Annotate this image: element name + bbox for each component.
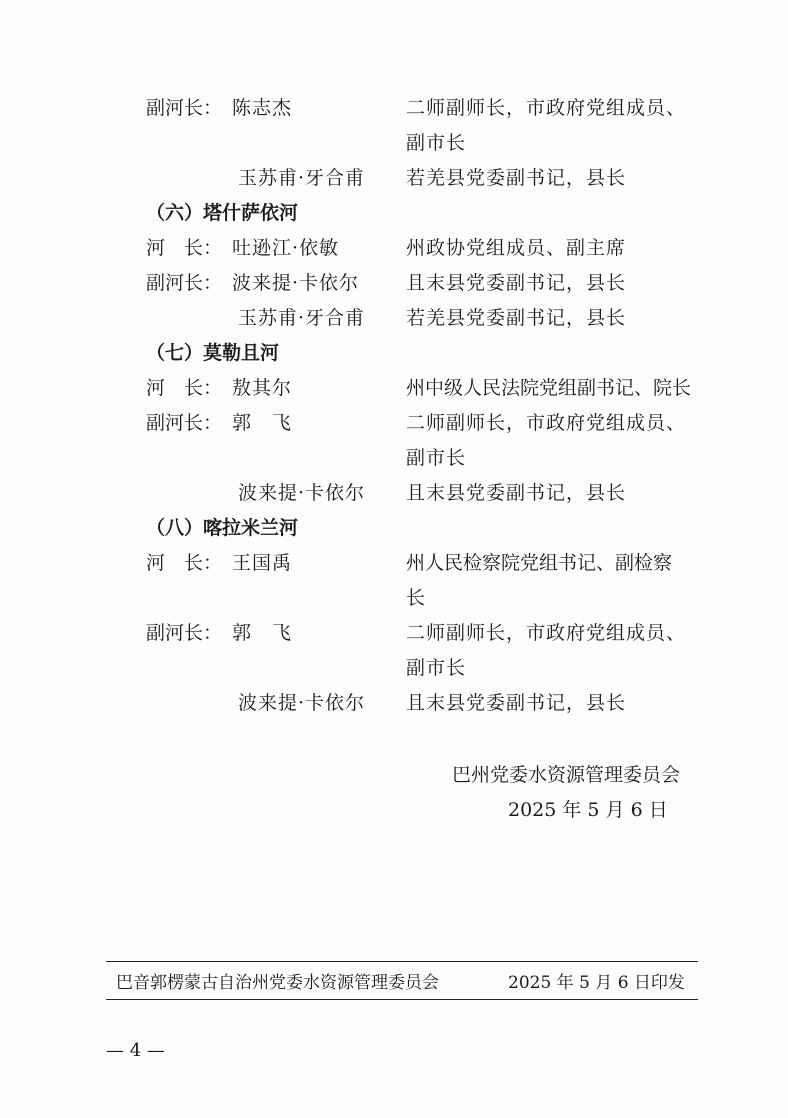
signature-date: 2025 年 5 月 6 日 xyxy=(508,799,668,821)
member-role: 副河长： xyxy=(146,622,223,644)
member-role: 副河长： xyxy=(146,97,223,119)
member-duty: 若羌县党委副书记，县长 xyxy=(406,167,627,189)
member-duty: 若羌县党委副书记，县长 xyxy=(406,307,627,329)
member-duty: 二师副师长，市政府党组成员、 xyxy=(406,97,687,119)
member-duty: 且末县党委副书记，县长 xyxy=(406,482,627,504)
footer-top-rule xyxy=(106,961,698,962)
member-duty-continued: 副市长 xyxy=(406,132,467,154)
member-duty-continued: 副市长 xyxy=(406,657,467,679)
footer-bottom-rule xyxy=(106,999,698,1000)
footer-issue-date: 2025 年 5 月 6 日印发 xyxy=(508,973,685,993)
member-duty: 州人民检察院党组书记、副检察 xyxy=(406,552,673,574)
signature-org: 巴州党委水资源管理委员会 xyxy=(452,764,681,786)
member-duty: 且末县党委副书记，县长 xyxy=(406,692,627,714)
member-name: 敖其尔 xyxy=(232,377,293,399)
member-name: 王国禹 xyxy=(232,552,293,574)
member-duty: 且末县党委副书记，县长 xyxy=(406,272,627,294)
member-name: 陈志杰 xyxy=(232,97,293,119)
member-duty-continued: 副市长 xyxy=(406,447,467,469)
page-number: — 4 — xyxy=(106,1040,165,1061)
member-name: 郭 飞 xyxy=(232,412,293,434)
member-role: 河 长： xyxy=(146,237,223,259)
member-role: 河 长： xyxy=(146,377,223,399)
member-name: 波来提·卡依尔 xyxy=(232,272,360,294)
section-heading: （七）莫勒且河 xyxy=(146,342,280,364)
footer-issuer: 巴音郭楞蒙古自治州党委水资源管理委员会 xyxy=(116,973,439,993)
member-role: 副河长： xyxy=(146,272,223,294)
member-name: 波来提·卡依尔 xyxy=(238,692,366,714)
member-role: 河 长： xyxy=(146,552,223,574)
member-name: 玉苏甫·牙合甫 xyxy=(238,307,366,329)
section-heading: （八）喀拉米兰河 xyxy=(146,517,299,539)
member-name: 波来提·卡依尔 xyxy=(238,482,366,504)
member-duty-continued: 长 xyxy=(406,587,427,609)
member-duty: 州政协党组成员、副主席 xyxy=(406,237,627,259)
member-duty: 州中级人民法院党组副书记、院长 xyxy=(406,377,692,399)
member-name: 郭 飞 xyxy=(232,622,293,644)
member-name: 玉苏甫·牙合甫 xyxy=(238,167,366,189)
section-heading: （六）塔什萨依河 xyxy=(146,202,299,224)
member-role: 副河长： xyxy=(146,412,223,434)
member-duty: 二师副师长，市政府党组成员、 xyxy=(406,412,687,434)
member-duty: 二师副师长，市政府党组成员、 xyxy=(406,622,687,644)
member-name: 吐逊江·依敏 xyxy=(232,237,340,259)
